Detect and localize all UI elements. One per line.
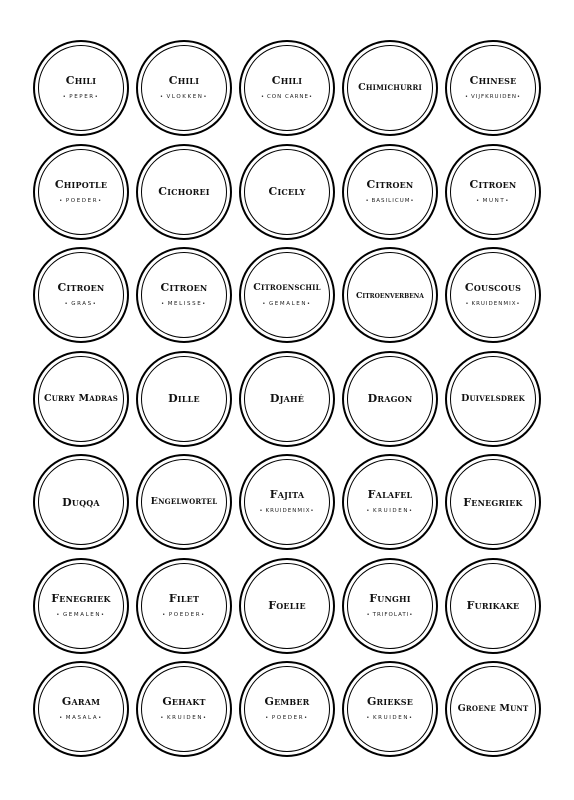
spice-label-name: Curry Madras [43, 392, 119, 404]
spice-label-subtitle: • KRUIDENMIX • [466, 302, 521, 308]
spice-label-inner-ring [450, 563, 536, 649]
spice-label-subtitle: • POEDER • [265, 716, 308, 722]
spice-label-name: Griekse [366, 695, 414, 709]
spice-label-subtitle: • POEDER • [59, 199, 102, 205]
spice-label [33, 661, 129, 757]
spice-label-inner-ring [141, 563, 227, 649]
spice-label-name: Citroenverbena [356, 290, 424, 300]
spice-label-name: Couscous [464, 281, 522, 295]
spice-label-inner-ring [38, 459, 124, 545]
spice-label [136, 144, 232, 240]
spice-label-name: Chipotle [54, 177, 108, 191]
spice-label-subtitle: • CON CARNE • [261, 95, 313, 101]
spice-label-subtitle: • TRIFOLATI • [367, 613, 414, 619]
spice-label-inner-ring [141, 459, 227, 545]
spice-label-name: Filet [168, 591, 200, 605]
spice-label-subtitle: • KRUIDEN • [366, 509, 413, 515]
spice-label-subtitle: • POEDER • [162, 613, 205, 619]
spice-label [136, 247, 232, 343]
spice-label-inner-ring [347, 356, 433, 442]
spice-label-inner-ring [347, 563, 433, 649]
spice-label-name: Citroen [469, 177, 517, 191]
spice-label [239, 247, 335, 343]
spice-label-name: Duqqa [62, 495, 100, 509]
spice-label-inner-ring [450, 356, 536, 442]
spice-label-inner-ring [450, 666, 536, 752]
spice-label-name: Chili [65, 74, 97, 88]
spice-label [33, 351, 129, 447]
spice-label-subtitle: • MUNT • [476, 199, 510, 205]
spice-label-name: Chimichurri [358, 82, 422, 94]
spice-label-subtitle: • GRAS • [65, 302, 98, 308]
spice-label-inner-ring [450, 252, 536, 338]
spice-label-subtitle: • KRUIDEN • [160, 716, 207, 722]
spice-label [239, 661, 335, 757]
spice-label [33, 247, 129, 343]
spice-label-name: Duivelsdrek [461, 392, 525, 404]
spice-label-inner-ring [347, 149, 433, 235]
spice-label [445, 454, 541, 550]
spice-label-name: Fenegriek [463, 495, 523, 509]
spice-label-subtitle: • VIJFKRUIDEN • [465, 95, 521, 101]
spice-label-name: Fajita [269, 488, 305, 502]
spice-label-inner-ring [141, 149, 227, 235]
spice-label [445, 247, 541, 343]
spice-label [342, 144, 438, 240]
spice-label-name: Dragon [367, 392, 413, 405]
spice-label [33, 40, 129, 136]
spice-label-subtitle: • KRUIDEN • [366, 716, 413, 722]
spice-label-name: Chili [168, 74, 200, 88]
spice-label-name: Citroen [366, 177, 414, 191]
spice-label-inner-ring [141, 252, 227, 338]
spice-label [33, 144, 129, 240]
spice-label-name: Garam [61, 695, 101, 709]
spice-label [136, 454, 232, 550]
spice-label-name: Cicely [268, 185, 306, 198]
spice-label [136, 661, 232, 757]
spice-label-name: Gember [264, 695, 310, 709]
spice-label-subtitle: • VLOKKEN • [160, 95, 208, 101]
spice-label [342, 40, 438, 136]
spice-label [445, 661, 541, 757]
spice-label-inner-ring [244, 252, 330, 338]
spice-label-inner-ring [244, 563, 330, 649]
spice-label-inner-ring [450, 149, 536, 235]
spice-label-inner-ring [244, 666, 330, 752]
spice-label-inner-ring [244, 459, 330, 545]
spice-label-inner-ring [244, 356, 330, 442]
spice-label-inner-ring [347, 459, 433, 545]
spice-label [445, 40, 541, 136]
spice-label [239, 454, 335, 550]
spice-label-inner-ring [38, 45, 124, 131]
spice-label-name: Falafel [367, 488, 413, 502]
spice-label-inner-ring [347, 666, 433, 752]
spice-label-subtitle: • MASALA • [59, 716, 103, 722]
label-sheet [33, 40, 553, 770]
spice-label-inner-ring [450, 45, 536, 131]
spice-label [136, 40, 232, 136]
spice-label-inner-ring [450, 459, 536, 545]
spice-label-name: Groene Munt [457, 703, 529, 715]
spice-label-name: Gehakt [162, 695, 206, 709]
spice-label [445, 351, 541, 447]
spice-label-inner-ring [38, 252, 124, 338]
spice-label-name: Chili [271, 74, 303, 88]
spice-label [239, 144, 335, 240]
spice-label-subtitle: • GEMALEN • [262, 302, 311, 308]
spice-label-subtitle: • PEPER • [63, 95, 100, 101]
spice-label [445, 144, 541, 240]
spice-label-subtitle: • KRUIDENMIX • [260, 509, 315, 515]
spice-label-inner-ring [347, 45, 433, 131]
spice-label-inner-ring [244, 149, 330, 235]
spice-label-name: Engelwortel [150, 496, 218, 508]
spice-label [239, 351, 335, 447]
spice-label [239, 40, 335, 136]
spice-label-name: Citroenschil [253, 282, 321, 293]
spice-label-name: Cichorei [158, 185, 210, 198]
spice-label [33, 454, 129, 550]
spice-label-name: Dille [168, 392, 200, 405]
spice-label-name: Citroen [57, 281, 105, 295]
spice-label-inner-ring [244, 45, 330, 131]
spice-label-inner-ring [141, 45, 227, 131]
spice-label-inner-ring [38, 666, 124, 752]
spice-label-name: Fenegriek [51, 591, 111, 605]
spice-label [136, 558, 232, 654]
spice-label [33, 558, 129, 654]
spice-label [342, 454, 438, 550]
spice-label-name: Furikake [466, 599, 520, 612]
spice-label-inner-ring [347, 252, 433, 338]
spice-label-inner-ring [141, 356, 227, 442]
spice-label-name: Djahé [269, 392, 305, 405]
spice-label-inner-ring [38, 563, 124, 649]
spice-label-inner-ring [38, 356, 124, 442]
spice-label-inner-ring [38, 149, 124, 235]
spice-label-name: Citroen [160, 281, 208, 295]
spice-label [342, 247, 438, 343]
spice-label-name: Foelie [268, 599, 306, 612]
spice-label-inner-ring [141, 666, 227, 752]
spice-label [445, 558, 541, 654]
spice-label [342, 558, 438, 654]
spice-label-subtitle: • GEMALEN • [56, 613, 105, 619]
spice-label [136, 351, 232, 447]
spice-label [239, 558, 335, 654]
spice-label-subtitle: • MELISSE • [161, 302, 207, 308]
spice-label-subtitle: • BASILICUM • [366, 199, 415, 205]
spice-label-name: Funghi [369, 591, 411, 605]
spice-label [342, 661, 438, 757]
spice-label [342, 351, 438, 447]
spice-label-name: Chinese [469, 74, 517, 88]
